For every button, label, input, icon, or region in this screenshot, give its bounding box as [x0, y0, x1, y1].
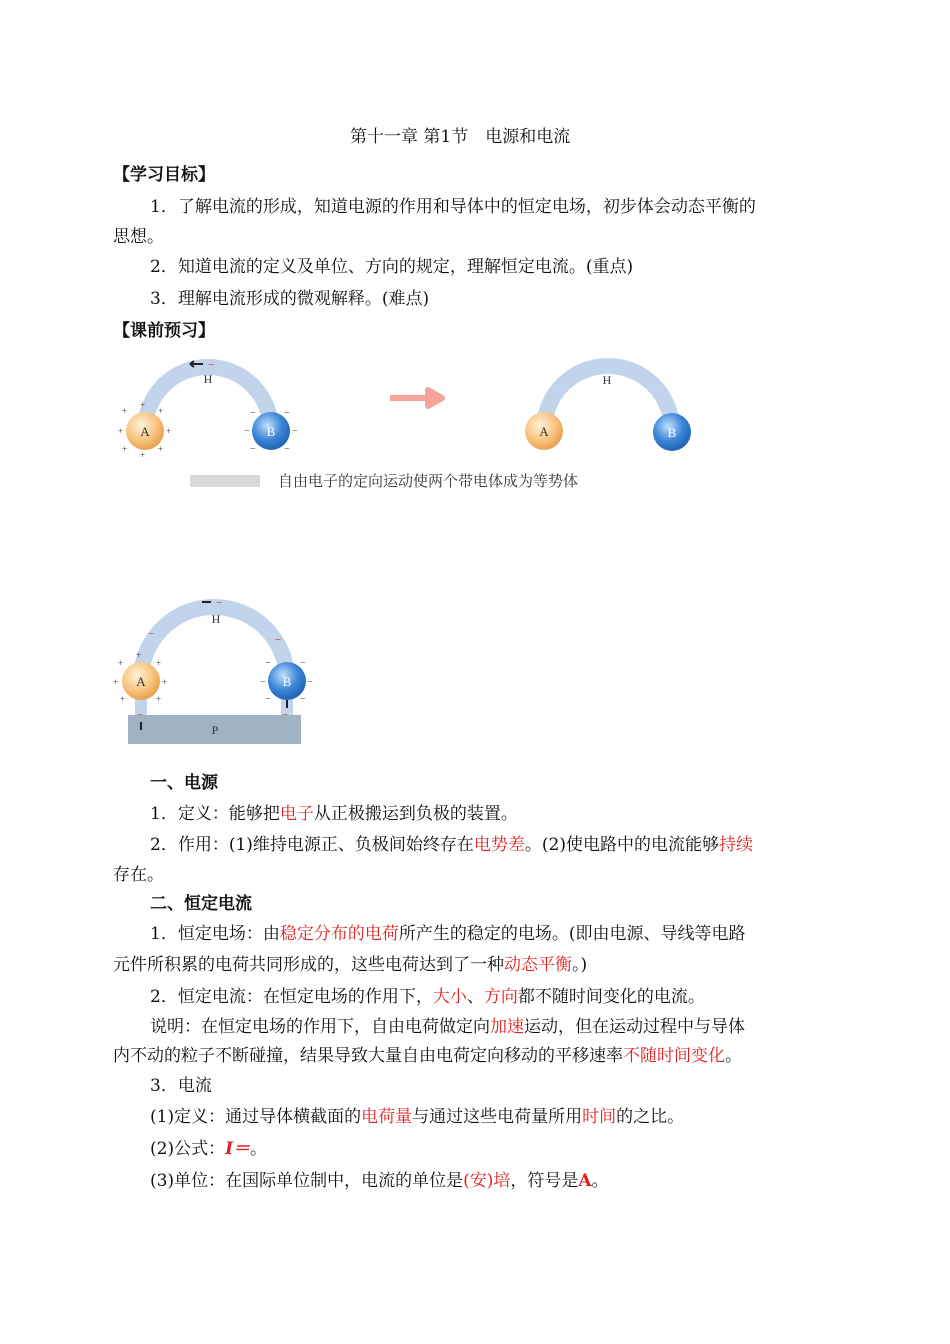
svg-text:+: +	[118, 426, 124, 436]
svg-text:+: +	[122, 406, 128, 416]
figure-equipotential	[110, 350, 710, 500]
page-title: 第十一章 第1节 电源和电流	[350, 127, 571, 147]
svg-text:+: +	[120, 694, 126, 704]
figure-caption: 自由电子的定向运动使两个带电体成为等势体	[278, 474, 579, 490]
electron-bottom-right: −	[282, 709, 289, 721]
note: 说明：在恒定电场的作用下，自由电荷做定向加速运动，但在运动过程中与导体	[150, 1017, 745, 1037]
svg-text:+: +	[118, 658, 124, 668]
svg-text:−: −	[292, 426, 298, 437]
preview-heading: 【课前预习】	[113, 321, 215, 341]
goals-heading: 【学习目标】	[113, 165, 215, 185]
svg-text:−: −	[250, 444, 256, 455]
note-cont: 内不动的粒子不断碰撞，结果导致大量自由电荷定向移动的平移速率不随时间变化。	[113, 1046, 742, 1066]
electron-top: −	[216, 597, 223, 609]
right-label-b: B	[667, 425, 677, 440]
svg-text:−: −	[265, 658, 271, 669]
electron-right: −	[275, 634, 282, 646]
label-a: A	[136, 674, 146, 689]
svg-text:+: +	[162, 677, 168, 687]
goal-2: 2．知道电流的定义及单位、方向的规定，理解恒定电流。(重点)	[150, 257, 634, 277]
svg-text:+: +	[122, 444, 128, 454]
svg-text:−: −	[307, 677, 313, 688]
current-heading: 3．电流	[150, 1076, 212, 1096]
left-label-h: H	[203, 372, 213, 386]
right-label-h: H	[602, 373, 612, 387]
section1-role-cont: 存在。	[113, 865, 164, 885]
section2-heading: 二、恒定电流	[150, 894, 252, 914]
svg-text:−: −	[284, 408, 290, 419]
svg-text:−: −	[300, 658, 306, 669]
svg-text:+: +	[140, 400, 146, 410]
current-formula: (2)公式：I＝。	[150, 1139, 268, 1159]
svg-text:+: +	[156, 694, 162, 704]
svg-text:+: +	[158, 406, 164, 416]
left-label-b: B	[266, 424, 276, 439]
electron-bottom-left: −	[137, 709, 144, 721]
svg-text:−: −	[284, 444, 290, 455]
svg-text:+: +	[166, 426, 172, 436]
left-label-a: A	[140, 424, 150, 439]
svg-text:−: −	[250, 408, 256, 419]
svg-text:+: +	[156, 658, 162, 668]
figure-power-source	[110, 590, 320, 750]
svg-text:−: −	[265, 694, 271, 705]
redacted-block	[190, 475, 260, 487]
label-b: B	[282, 674, 292, 689]
electron-left: −	[148, 628, 155, 640]
label-h: H	[211, 612, 221, 626]
svg-text:−: −	[300, 694, 306, 705]
electron-minus: −	[208, 359, 215, 371]
right-label-a: A	[539, 424, 549, 439]
steady-field: 1．恒定电场：由稳定分布的电荷所产生的稳定的电场。(即由电源、导线等电路	[150, 924, 746, 944]
transition-arrow	[390, 390, 442, 406]
svg-text:−: −	[244, 426, 250, 437]
steady-field-cont: 元件所积累的电荷共同形成的，这些电荷达到了一种动态平衡。)	[113, 955, 588, 975]
goal-1: 1．了解电流的形成，知道电源的作用和导体中的恒定电场，初步体会动态平衡的	[150, 197, 756, 217]
section1-definition: 1．定义：能够把电子从正极搬运到负极的装置。	[150, 804, 518, 824]
goal-3: 3．理解电流形成的微观解释。(难点)	[150, 289, 430, 309]
section1-heading: 一、电源	[150, 773, 218, 793]
steady-current: 2．恒定电流：在恒定电场的作用下，大小、方向都不随时间变化的电流。	[150, 987, 705, 1007]
svg-text:+: +	[136, 650, 142, 660]
current-definition: (1)定义：通过导体横截面的电荷量与通过这些电荷量所用时间的之比。	[150, 1107, 685, 1127]
svg-text:+: +	[113, 677, 119, 687]
svg-text:+: +	[158, 444, 164, 454]
svg-text:+: +	[140, 450, 146, 460]
section1-role: 2．作用：(1)维持电源正、负极间始终存在电势差。(2)使电路中的电流能够持续	[150, 835, 753, 855]
label-p: P	[211, 723, 219, 737]
svg-text:−: −	[260, 677, 266, 688]
current-unit: (3)单位：在国际单位制中，电流的单位是(安)培，符号是A。	[150, 1171, 609, 1191]
goal-1-cont: 思想。	[113, 227, 164, 247]
